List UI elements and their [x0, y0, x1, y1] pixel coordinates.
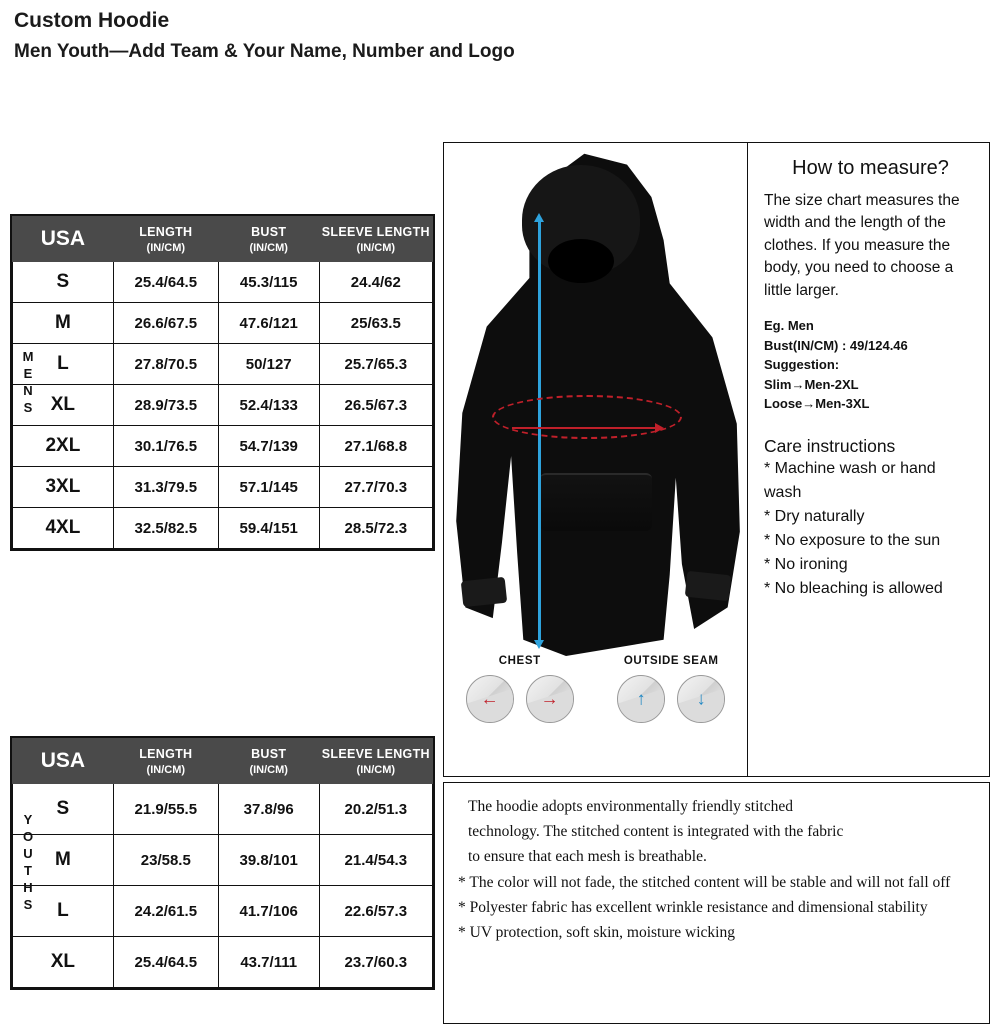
note-line: technology. The stitched content is integrated with the fabric	[468, 823, 844, 841]
table-row	[13, 426, 433, 467]
outside-seam-icon-group	[601, 655, 741, 723]
col-bust	[218, 738, 319, 783]
cell-length: 25.4/64.5	[113, 262, 218, 303]
cell-length: 24.2/61.5	[113, 886, 218, 937]
col-length-unit: (IN/CM)	[146, 764, 186, 777]
col-sleeve-label: SLEEVE LENGTH	[321, 224, 430, 239]
chest-icon-circles	[450, 675, 590, 723]
cell-sleeve: 27.7/70.3	[319, 467, 432, 508]
hoodie-cuff-left	[461, 577, 507, 607]
cell-size: 4XL	[13, 508, 114, 549]
hoodie-front-pocket	[540, 473, 652, 531]
col-usa-label: USA	[40, 226, 86, 250]
cell-bust: 43.7/111	[218, 937, 319, 988]
table-row	[13, 385, 433, 426]
care-item: * No ironing	[764, 555, 848, 573]
cell-bust: 52.4/133	[218, 385, 319, 426]
cell-length: 27.8/70.5	[113, 344, 218, 385]
page-header	[0, 0, 1000, 64]
chest-icon-group	[450, 655, 590, 723]
col-sleeve-label: SLEEVE LENGTH	[321, 746, 430, 761]
cell-sleeve: 21.4/54.3	[319, 835, 432, 886]
example-line-5: Loose→Men-3XL	[764, 396, 870, 412]
col-length-label: LENGTH	[139, 746, 193, 761]
how-to-measure-panel	[748, 142, 990, 777]
care-item: * Machine wash or hand wash	[764, 459, 936, 501]
example-line-4: Slim→Men-2XL	[764, 376, 859, 392]
page-subtitle: Men Youth—Add Team & Your Name, Number and Logo	[14, 41, 515, 63]
chest-right-arrow-icon: →	[526, 675, 574, 723]
cell-size: XL	[13, 937, 114, 988]
col-length	[113, 216, 218, 261]
mens-table-wrapper	[10, 214, 435, 551]
table-row	[13, 886, 433, 937]
cell-sleeve: 20.2/51.3	[319, 784, 432, 835]
care-item: * No exposure to the sun	[764, 531, 941, 549]
example-line-1: Eg. Men	[764, 318, 814, 334]
cell-length: 26.6/67.5	[113, 303, 218, 344]
table-header-row	[13, 216, 433, 261]
note-line: * Polyester fabric has excellent wrinkle resistance and dimensional stability	[458, 898, 928, 916]
example-line-3: Suggestion:	[764, 357, 840, 373]
cell-sleeve: 23.7/60.3	[319, 937, 432, 988]
note-line: to ensure that each mesh is breathable.	[468, 848, 707, 866]
cell-bust: 59.4/151	[218, 508, 319, 549]
page-title: Custom Hoodie	[14, 9, 170, 32]
cell-length: 25.4/64.5	[113, 937, 218, 988]
seam-down-arrow-icon: ↓	[677, 675, 725, 723]
cell-size: L	[13, 344, 114, 385]
table-row	[13, 937, 433, 988]
table-header-row	[13, 738, 433, 783]
example-block	[764, 316, 977, 414]
col-length-unit: (IN/CM)	[146, 242, 186, 255]
hoodie-cuff-right	[685, 571, 731, 601]
cell-size: XL	[13, 385, 114, 426]
cell-bust: 57.1/145	[218, 467, 319, 508]
col-sleeve	[319, 738, 432, 783]
youths-group-label	[10, 738, 46, 988]
cell-bust: 47.6/121	[218, 303, 319, 344]
cell-size: 2XL	[13, 426, 114, 467]
col-bust	[218, 216, 319, 261]
cell-length: 21.9/55.5	[113, 784, 218, 835]
col-bust-unit: (IN/CM)	[249, 764, 288, 777]
col-bust-unit: (IN/CM)	[249, 242, 288, 255]
youths-size-table	[12, 738, 433, 988]
youths-table-wrapper	[10, 736, 435, 990]
mens-size-table	[12, 216, 433, 549]
note-line: * The color will not fade, the stitched content will be stable and will not fall off	[458, 873, 951, 891]
table-row	[13, 784, 433, 835]
bust-measure-dashed-ellipse-icon	[492, 395, 682, 439]
col-length	[113, 738, 218, 783]
cell-bust: 39.8/101	[218, 835, 319, 886]
table-row	[13, 303, 433, 344]
example-line-2: Bust(IN/CM) : 49/124.46	[764, 337, 908, 353]
seam-up-arrow-icon: ↑	[617, 675, 665, 723]
note-line: * UV protection, soft skin, moisture wicking	[458, 924, 735, 942]
youths-size-table-block	[10, 736, 435, 990]
col-bust-label: BUST	[251, 746, 287, 761]
outside-seam-icon-circles	[601, 675, 741, 723]
care-instructions-title: Care instructions	[764, 435, 896, 456]
cell-size: 3XL	[13, 467, 114, 508]
hoodie-neck-opening	[548, 239, 614, 283]
care-item: * Dry naturally	[764, 507, 865, 525]
cell-bust: 50/127	[218, 344, 319, 385]
cell-sleeve: 25/63.5	[319, 303, 432, 344]
cell-size: L	[13, 886, 114, 937]
care-item: * No bleaching is allowed	[764, 579, 943, 597]
measure-icons-row	[444, 655, 747, 723]
how-to-measure-paragraph: The size chart measures the width and the length of the clothes. If you measure the body, you need to choose a little larger.	[764, 191, 960, 299]
how-to-measure-heading: How to measure?	[792, 156, 949, 179]
fabric-notes-panel	[443, 782, 990, 1024]
table-row	[13, 467, 433, 508]
cell-bust: 37.8/96	[218, 784, 319, 835]
cell-sleeve: 27.1/68.8	[319, 426, 432, 467]
table-row	[13, 344, 433, 385]
cell-size: M	[13, 835, 114, 886]
note-line: The hoodie adopts environmentally friendly stitched	[468, 797, 793, 815]
cell-sleeve: 22.6/57.3	[319, 886, 432, 937]
cell-bust: 54.7/139	[218, 426, 319, 467]
mens-size-table-block	[10, 214, 435, 551]
cell-length: 32.5/82.5	[113, 508, 218, 549]
chest-left-arrow-icon: ←	[466, 675, 514, 723]
cell-length: 31.3/79.5	[113, 467, 218, 508]
col-usa-label: USA	[40, 748, 86, 772]
table-row	[13, 508, 433, 549]
cell-length: 28.9/73.5	[113, 385, 218, 426]
cell-bust: 45.3/115	[218, 262, 319, 303]
cell-bust: 41.7/106	[218, 886, 319, 937]
outside-seam-icon-caption: OUTSIDE SEAM	[623, 654, 719, 667]
cell-sleeve: 24.4/62	[319, 262, 432, 303]
table-row	[13, 262, 433, 303]
cell-size: M	[13, 303, 114, 344]
col-sleeve-unit: (IN/CM)	[356, 764, 396, 777]
cell-length: 23/58.5	[113, 835, 218, 886]
chest-icon-caption: CHEST	[498, 654, 541, 667]
col-sleeve-unit: (IN/CM)	[356, 242, 396, 255]
care-instructions-list	[764, 457, 977, 601]
cell-size: S	[13, 784, 114, 835]
mens-group-label	[10, 216, 46, 549]
hoodie-photo-panel	[443, 142, 748, 777]
col-bust-label: BUST	[251, 224, 287, 239]
youths-group-label-text: YOUTHS	[20, 812, 36, 914]
cell-sleeve: 28.5/72.3	[319, 508, 432, 549]
mens-group-label-text: MENS	[20, 348, 36, 417]
cell-length: 30.1/76.5	[113, 426, 218, 467]
cell-sleeve: 26.5/67.3	[319, 385, 432, 426]
table-row	[13, 835, 433, 886]
col-length-label: LENGTH	[139, 224, 193, 239]
col-sleeve	[319, 216, 432, 261]
cell-size: S	[13, 262, 114, 303]
cell-sleeve: 25.7/65.3	[319, 344, 432, 385]
bust-measure-arrow-icon	[512, 427, 662, 429]
